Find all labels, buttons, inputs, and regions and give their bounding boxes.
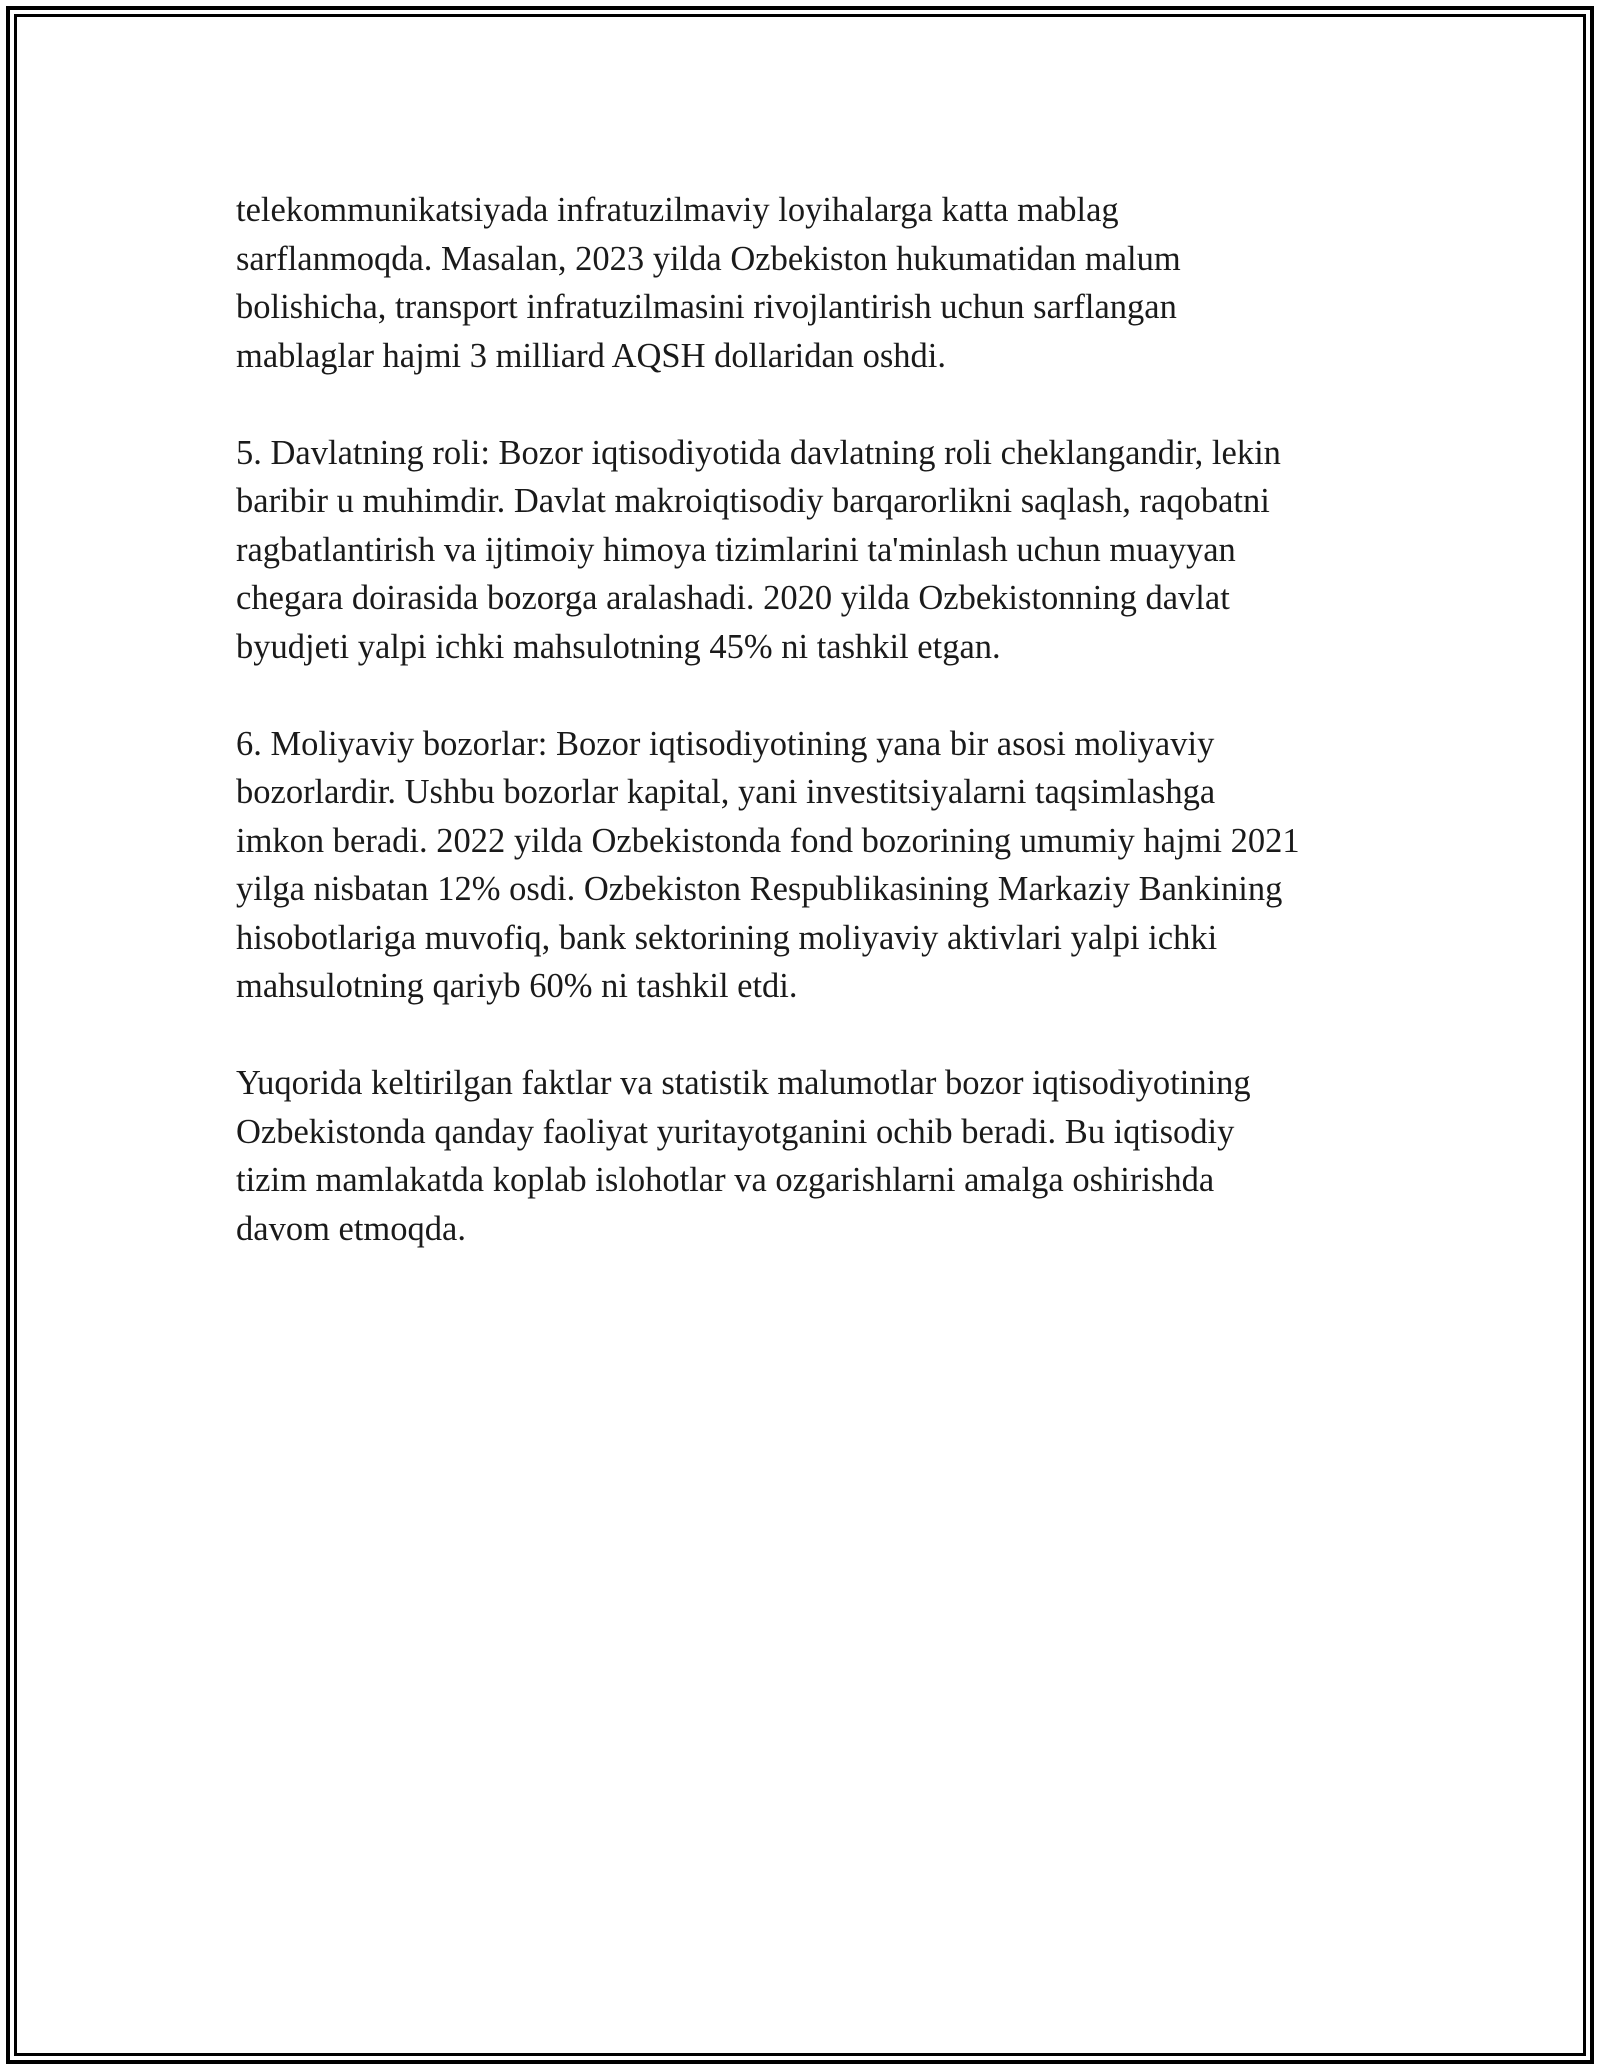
text-line: yilga nisbatan 12% osdi. Ozbekiston Respublikasining Markaziy Bankining	[236, 870, 1283, 908]
paragraph-financial-markets	[236, 720, 1386, 1011]
text-line: imkon beradi. 2022 yilda Ozbekistonda fond bozorining umumiy hajmi 2021	[236, 821, 1300, 860]
text-line: Yuqorida keltirilgan faktlar va statistik malumotlar bozor iqtisodiyotining	[236, 1064, 1251, 1102]
text-line: chegara doirasida bozorga aralashadi. 2020 yilda Ozbekistonning davlat	[236, 579, 1230, 617]
paragraph-infrastructure	[236, 186, 1386, 380]
text-line: byudjeti yalpi ichki mahsulotning 45% ni tashkil etgan.	[236, 627, 1001, 666]
text-line: davom etmoqda.	[236, 1209, 466, 1248]
text-line: hisobotlariga muvofiq, bank sektorining moliyaviy aktivlari yalpi ichki	[236, 918, 1218, 957]
text-line: tizim mamlakatda koplab islohotlar va ozgarishlarni amalga oshirishda	[236, 1161, 1215, 1199]
document-body	[236, 186, 1386, 1302]
text-line: bozorlardir. Ushbu bozorlar kapital, yani investitsiyalarni taqsimlashga	[236, 773, 1216, 811]
text-line: 5. Davlatning roli: Bozor iqtisodiyotida davlatning roli cheklangandir, lekin	[236, 433, 1281, 472]
text-line: mahsulotning qariyb 60% ni tashkil etdi.	[236, 967, 798, 1005]
text-line: Ozbekistonda qanday faoliyat yuritayotganini ochib beradi. Bu iqtisodiy	[236, 1112, 1235, 1151]
text-line: bolishicha, transport infratuzilmasini rivojlantirish uchun sarflangan	[236, 288, 1177, 326]
text-line: telekommunikatsiyada infratuzilmaviy loyihalarga katta mablag	[236, 191, 1119, 229]
text-line: sarflanmoqda. Masalan, 2023 yilda Ozbekiston hukumatidan malum	[236, 239, 1181, 278]
paragraph-state-role	[236, 429, 1386, 672]
text-line: 6. Moliyaviy bozorlar: Bozor iqtisodiyotining yana bir asosi moliyaviy	[236, 724, 1215, 763]
text-line: ragbatlantirish va ijtimoiy himoya tizimlarini ta'minlash uchun muayyan	[236, 530, 1236, 569]
paragraph-conclusion	[236, 1059, 1386, 1253]
text-line: mablaglar hajmi 3 milliard AQSH dollaridan oshdi.	[236, 336, 947, 375]
text-line: baribir u muhimdir. Davlat makroiqtisodiy barqarorlikni saqlash, raqobatni	[236, 482, 1270, 520]
